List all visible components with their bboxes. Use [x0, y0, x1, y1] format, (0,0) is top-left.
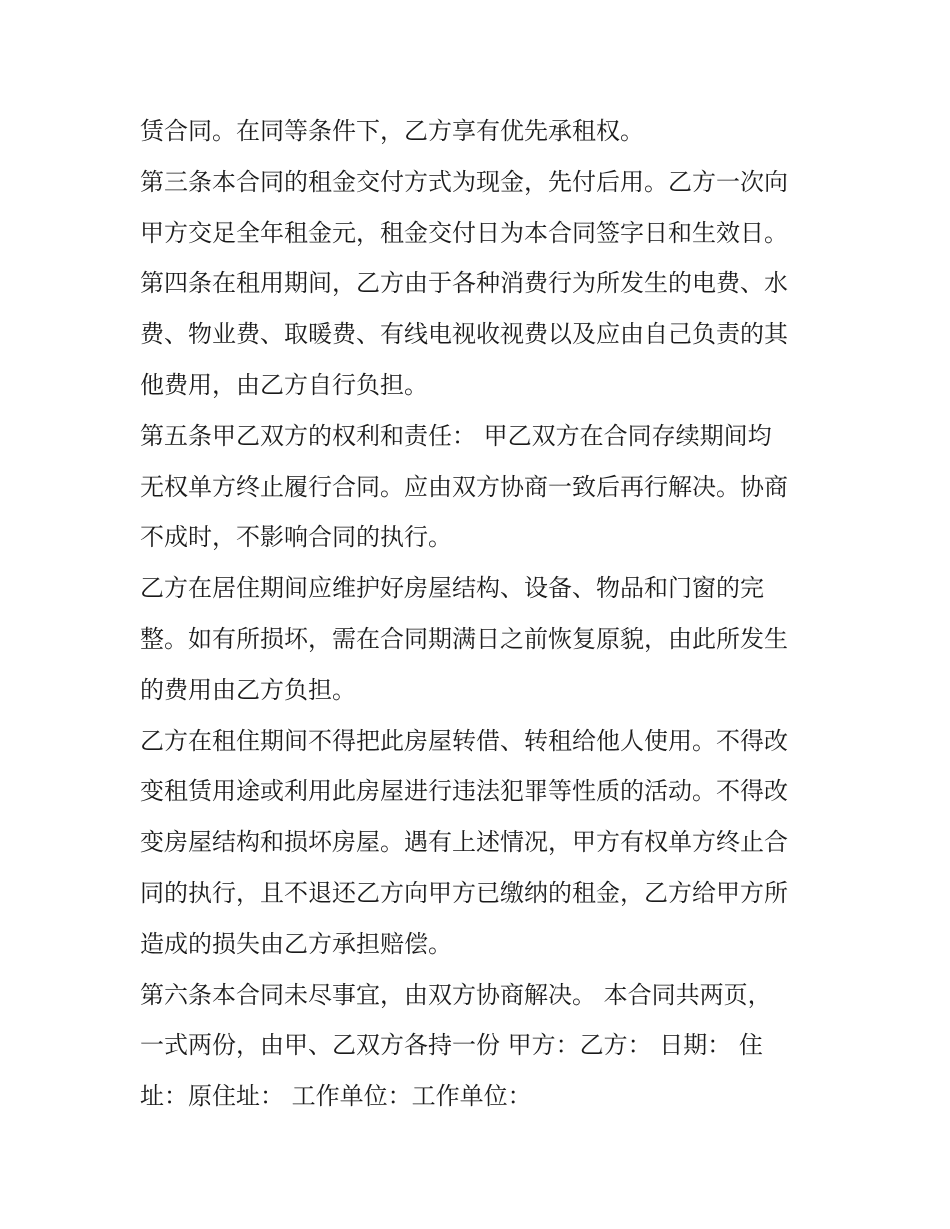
contract-text-body	[140, 106, 820, 1122]
text-line: 第三条本合同的租金交付方式为现金，先付后用。乙方一次向	[140, 167, 788, 196]
text-line: 赁合同。在同等条件下，乙方享有优先承租权。	[140, 117, 644, 145]
text-line: 整。如有所损坏，需在合同期满日之前恢复原貌，由此所发生	[140, 624, 788, 653]
text-line: 无权单方终止履行合同。应由双方协商一致后再行解决。协商	[140, 472, 788, 501]
text-line: 一式两份，由甲、乙双方各持一份 甲方：乙方： 日期： 住	[140, 1031, 763, 1060]
text-line: 变房屋结构和损坏房屋。遇有上述情况，甲方有权单方终止合	[140, 828, 788, 857]
text-line: 乙方在居住期间应维护好房屋结构、设备、物品和门窗的完	[140, 574, 764, 603]
text-line: 甲方交足全年租金元，租金交付日为本合同签字日和生效日。	[140, 218, 788, 247]
text-line: 他费用，由乙方自行负担。	[140, 370, 428, 399]
text-line: 第四条在租用期间，乙方由于各种消费行为所发生的电费、水	[140, 269, 788, 298]
text-line: 址：原住址： 工作单位：工作单位：	[140, 1082, 532, 1111]
text-line: 第六条本合同未尽事宜，由双方协商解决。 本合同共两页，	[140, 980, 772, 1009]
text-line: 费、物业费、取暖费、有线电视收视费以及应由自己负责的其	[140, 320, 788, 349]
text-line: 乙方在租住期间不得把此房屋转借、转租给他人使用。不得改	[140, 726, 788, 755]
text-line: 同的执行，且不退还乙方向甲方已缴纳的租金，乙方给甲方所	[140, 878, 788, 907]
text-line: 造成的损失由乙方承担赔偿。	[140, 929, 452, 958]
text-line: 第五条甲乙双方的权利和责任： 甲乙双方在合同存续期间均	[140, 421, 772, 450]
text-line: 的费用由乙方负担。	[140, 675, 356, 704]
text-line: 不成时，不影响合同的执行。	[140, 523, 452, 552]
text-line: 变租赁用途或利用此房屋进行违法犯罪等性质的活动。不得改	[140, 777, 788, 806]
